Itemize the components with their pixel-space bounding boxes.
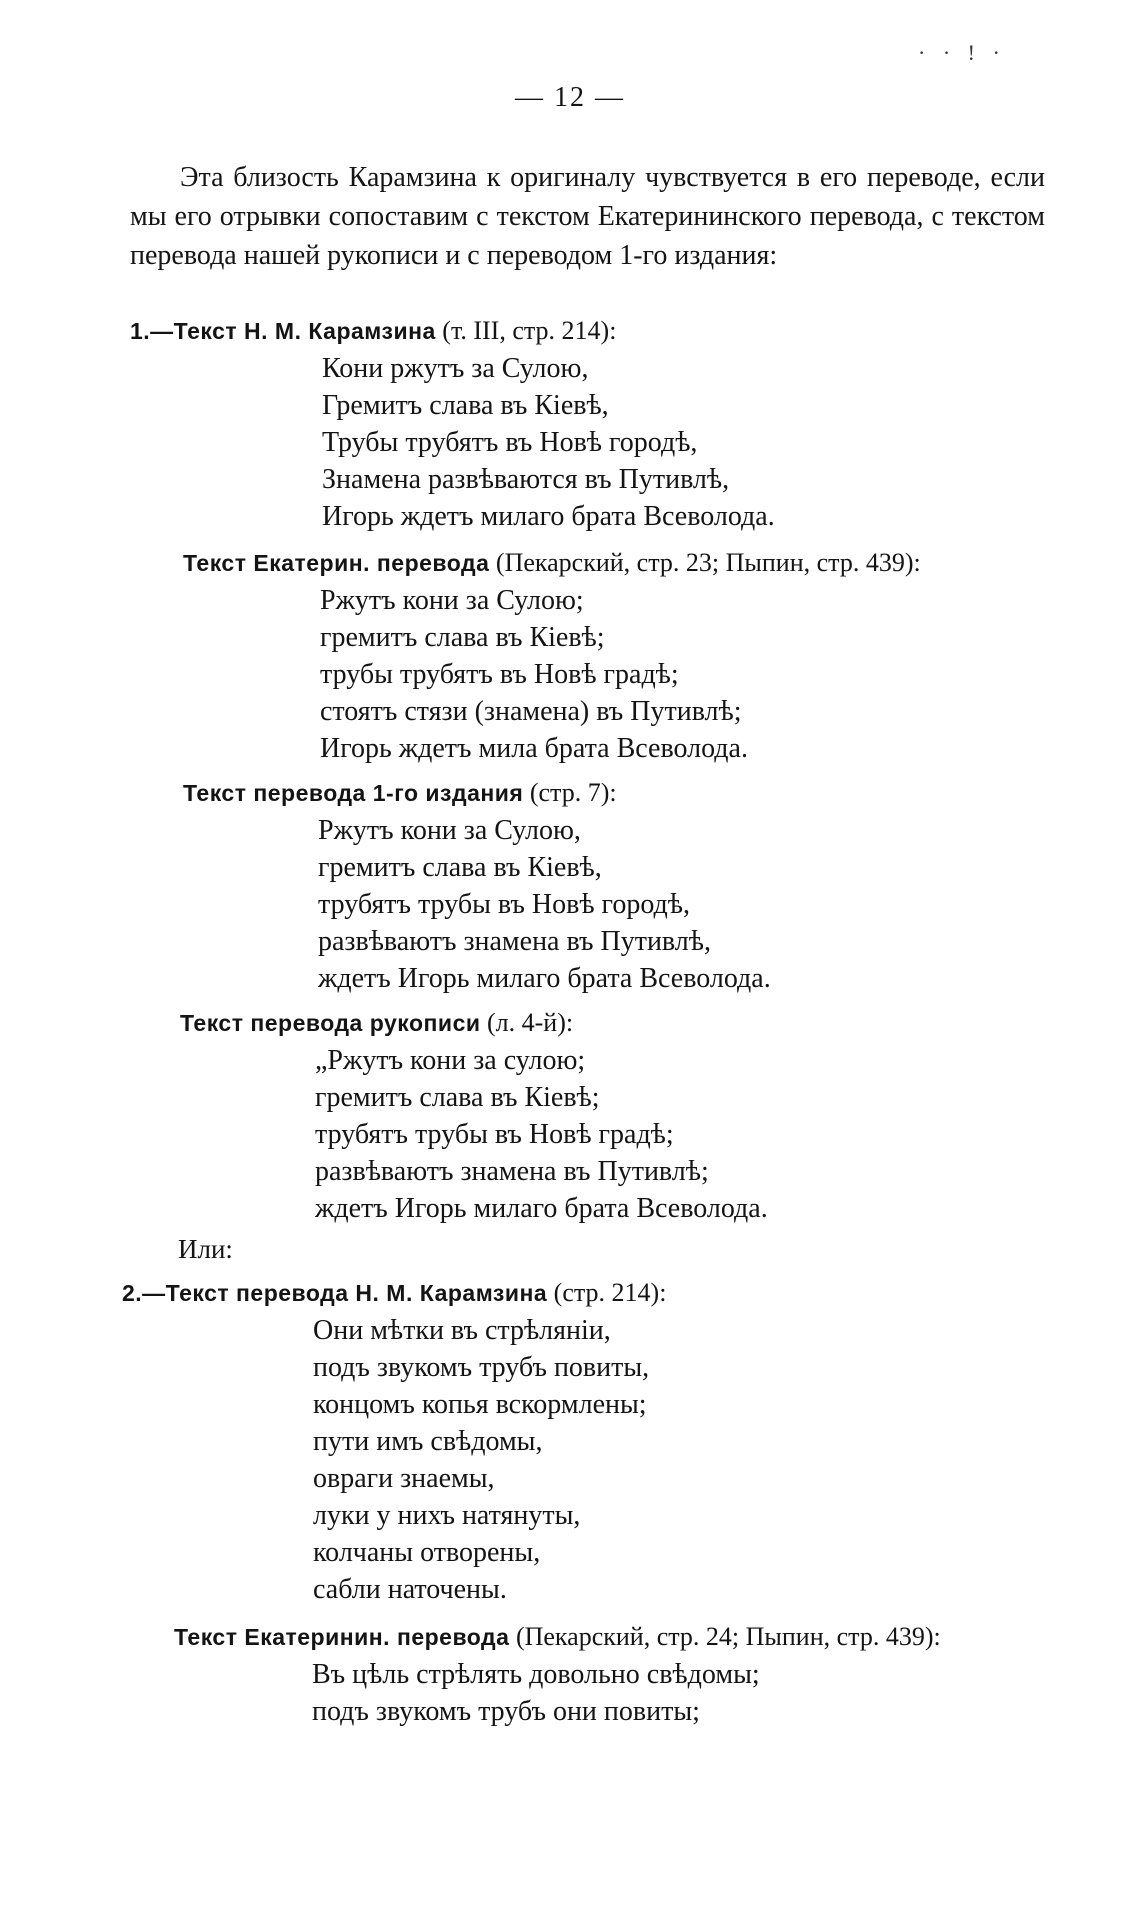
corner-marks: · · ! · xyxy=(918,40,1006,65)
heading-ref: (Пекарский, стр. 24; Пыпин, стр. 439): xyxy=(515,1622,941,1651)
verse-line: трубятъ трубы въ Новѣ градѣ; xyxy=(315,1119,674,1150)
karamzin-heading xyxy=(130,316,616,346)
verse-line: концомъ копья вскормлены; xyxy=(313,1389,647,1420)
heading-ref: (л. 4-й): xyxy=(487,1008,574,1037)
ekaterina-2-verse xyxy=(312,1656,760,1730)
heading-label: 1.—Текст Н. М. Карамзина xyxy=(130,318,436,344)
heading-label: Текст Екатеринин. перевода xyxy=(174,1624,510,1650)
heading-label: Текст перевода рукописи xyxy=(180,1010,481,1036)
verse-line: стоятъ стязи (знамена) въ Путивлѣ; xyxy=(320,696,742,727)
verse-line: овраги знаемы, xyxy=(313,1463,495,1494)
first-edition-verse xyxy=(318,812,771,997)
heading-label: Текст Екатерин. перевода xyxy=(183,550,490,576)
verse-line: подъ звукомъ трубъ они повиты; xyxy=(312,1696,700,1727)
verse-line: развѣваютъ знамена въ Путивлѣ; xyxy=(315,1156,709,1187)
verse-line: трубятъ трубы въ Новѣ городѣ, xyxy=(318,889,690,920)
heading-ref: (стр. 214): xyxy=(553,1278,667,1307)
verse-line: гремитъ слава въ Кіевѣ, xyxy=(318,852,602,883)
verse-line: Въ цѣль стрѣлять довольно свѣдомы; xyxy=(312,1659,760,1690)
verse-line: Гремитъ слава въ Кіевѣ, xyxy=(322,390,609,421)
karamzin-verse xyxy=(322,350,775,535)
first-edition-heading xyxy=(183,778,617,808)
manuscript-heading xyxy=(180,1008,573,1038)
ekaterina-heading xyxy=(183,548,921,578)
heading-label: Текст перевода 1-го издания xyxy=(183,780,524,806)
verse-line: колчаны отворены, xyxy=(313,1537,541,1568)
verse-line: луки у нихъ натянуты, xyxy=(313,1500,581,1531)
intro-paragraph: Эта близость Карамзина к оригиналу чувствуется в его переводе, если мы его отрывки сопоставим с текстом Екатерининского перевода, с текстом перевода нашей рукописи и с переводом 1-го издания: xyxy=(130,162,1045,271)
verse-line: подъ звукомъ трубъ повиты, xyxy=(313,1352,650,1383)
heading-ref: (т. III, стр. 214): xyxy=(442,316,617,345)
verse-line: ждетъ Игорь милаго брата Всеволода. xyxy=(315,1193,768,1224)
page-number: — 12 — xyxy=(515,82,625,113)
karamzin-2-verse xyxy=(313,1312,649,1608)
verse-line: Трубы трубятъ въ Новѣ городѣ, xyxy=(322,427,698,458)
verse-line: трубы трубятъ въ Новѣ градѣ; xyxy=(320,659,679,690)
verse-line: гремитъ слава въ Кіевѣ; xyxy=(315,1082,600,1113)
verse-line: Они мѣтки въ стрѣляніи, xyxy=(313,1315,611,1346)
heading-ref: (стр. 7): xyxy=(529,778,617,807)
ekaterina-verse xyxy=(320,582,748,767)
verse-line: Знамена развѣваются въ Путивлѣ, xyxy=(322,464,730,495)
verse-line: „Ржутъ кони за сулою; xyxy=(315,1045,586,1076)
verse-line: Игорь ждетъ милаго брата Всеволода. xyxy=(322,501,775,532)
verse-line: ждетъ Игорь милаго брата Всеволода. xyxy=(318,963,771,994)
verse-line: сабли наточены. xyxy=(313,1574,507,1605)
verse-line: развѣваютъ знамена въ Путивлѣ, xyxy=(318,926,711,957)
verse-line: Кони ржутъ за Сулою, xyxy=(322,353,589,384)
heading-label: 2.—Текст перевода Н. М. Карамзина xyxy=(122,1280,548,1306)
heading-ref: (Пекарский, стр. 23; Пыпин, стр. 439): xyxy=(495,548,921,577)
verse-line: Ржутъ кони за Сулою, xyxy=(318,815,581,846)
verse-line: Ржутъ кони за Сулою; xyxy=(320,585,584,616)
ekaterina-2-heading xyxy=(174,1622,941,1652)
verse-line: гремитъ слава въ Кіевѣ; xyxy=(320,622,605,653)
manuscript-verse xyxy=(315,1042,768,1227)
verse-line: Игорь ждетъ мила брата Всеволода. xyxy=(320,733,748,764)
karamzin-2-heading xyxy=(122,1278,666,1308)
verse-line: пути имъ свѣдомы, xyxy=(313,1426,543,1457)
ili-label: Или: xyxy=(178,1234,233,1264)
